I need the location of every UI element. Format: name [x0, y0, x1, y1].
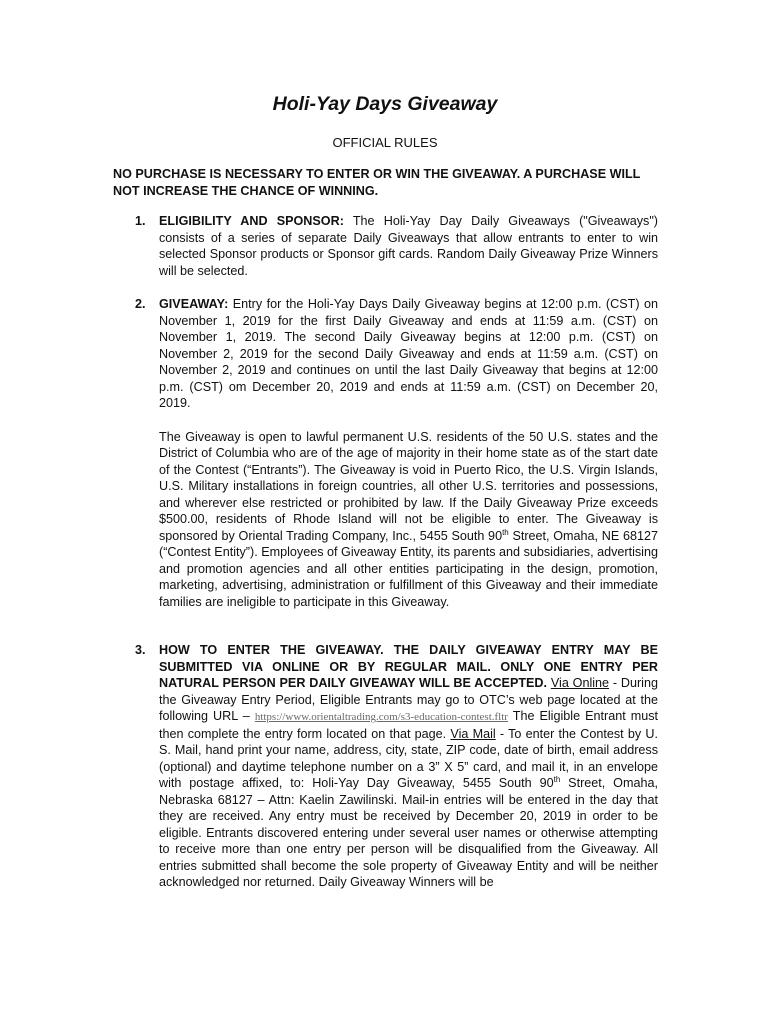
via-online-label: Via Online: [550, 676, 610, 690]
purchase-notice: NO PURCHASE IS NECESSARY TO ENTER OR WIN THE GIVEAWAY. A PURCHASE WILL NOT INCREASE THE CHANCE OF WINNING.: [113, 167, 641, 198]
section-body: [159, 642, 658, 891]
via-mail-label: Via Mail: [450, 726, 496, 741]
entry-form-text: The Eligible Entrant must then complete the entry form located on that page.: [159, 709, 659, 741]
section-number: 2.: [135, 297, 146, 311]
document-subtitle: OFFICIAL RULES: [332, 135, 438, 150]
section-text: Entry for the Holi-Yay Days Daily Giveaway begins at 12:00 p.m. (CST) on November 1, 2019 for the first Daily Giveaway and ends at 11:59 a.m. (CST) on November 1, 2019. The second Daily Giveaway begins at 12:00 p.m. (CST) on November 2, 2019 for the second Daily Giveaway and ends at 11:59 a.m. (CST) on November 2, 2019 and continues on until the last Daily Giveaway that begins at 12:00 p.m. (CST) om December 20, 2019 and ends at 11:59 a.m. (CST) on December 20, 2019.: [159, 297, 658, 410]
section-eligibility: [113, 213, 658, 279]
section-giveaway: [113, 296, 658, 610]
section-body: [159, 296, 658, 610]
section-how-to-enter: [113, 642, 658, 891]
online-entry-text: - During the Giveaway Entry Period, Eligible Entrants may go to OTC’s web page located at the following URL –: [159, 676, 658, 723]
eligibility-paragraph-start: The Giveaway is open to lawful permanent U.S. residents of the 50 U.S. states and the District of Columbia who are of the age of majority in their home state as of the start date of the Contest (“Entrants”). The Giveaway is void in Puerto Rico, the U.S. Virgin Islands, U.S. Military installations in foreign countries, all other U.S. territories and possessions, and wherever else restricted or prohibited by law. If the Daily Giveaway Prize exceeds $500.00, residents of Rhode Island will not be eligible to enter. The Giveaway is sponsored by Oriental Trading Company, Inc., 5455 South 90: [159, 429, 658, 543]
section-heading: GIVEAWAY:: [159, 297, 229, 311]
mail-entry-text-end: Street, Omaha, Nebraska 68127 – Attn: Kaelin Zawilinski. Mail-in entries will be entered in the day that they are received. Any entry must be received by December 20, 2019 in order to be eligible. Entrants discovered entering under several user names or otherwise attempting to receive more than one entry per person will be disqualified from the Giveaway. All entries submitted shall become the sole property of Giveaway Entity and will be neither acknowledged nor returned. Daily Giveaway Winners will be: [159, 776, 658, 889]
ordinal-suffix: th: [502, 527, 509, 537]
document-title: Holi-Yay Days Giveaway: [272, 93, 498, 115]
mail-entry-text: - To enter the Contest by U. S. Mail, hand print your name, address, city, state, ZIP code, date of birth, email address (optional) and daytime telephone number on a 3” X 5” card, and mail it, in an envelope with postage affixed, to: Holi-Yay Day Giveaway, 5455 South 90: [159, 726, 658, 790]
section-heading: HOW TO ENTER THE GIVEAWAY. THE DAILY GIVEAWAY ENTRY MAY BE SUBMITTED VIA ONLINE OR BY REGULAR MAIL. ONLY ONE ENTRY PER NATURAL PERSON PER DAILY GIVEAWAY WILL BE ACCEPTED.: [159, 643, 658, 690]
section-body: [159, 213, 658, 279]
section-number: 1.: [135, 214, 146, 228]
ordinal-suffix: th: [553, 774, 561, 784]
section-heading: ELIGIBILITY AND SPONSOR:: [159, 214, 344, 228]
section-text: The Holi-Yay Day Daily Giveaways ("Giveaways") consists of a series of separate Daily Giveaways that allow entrants to enter to win selected Sponsor products or Sponsor gift cards. Random Daily Giveaway Prize Winners will be selected.: [159, 214, 658, 278]
section-number: 3.: [135, 643, 146, 657]
contest-url-link[interactable]: https://www.orientaltrading.com/s3-education-contest.fltr: [254, 711, 508, 723]
eligibility-paragraph-end: Street, Omaha, NE 68127 (“Contest Entity”). Employees of Giveaway Entity, its parents and subsidiaries, advertising and promotion agencies and all other entities participating in the design, promotion, marketing, advertising, administration or fulfillment of this Giveaway and their immediate families are ineligible to participate in this Giveaway.: [159, 528, 658, 609]
